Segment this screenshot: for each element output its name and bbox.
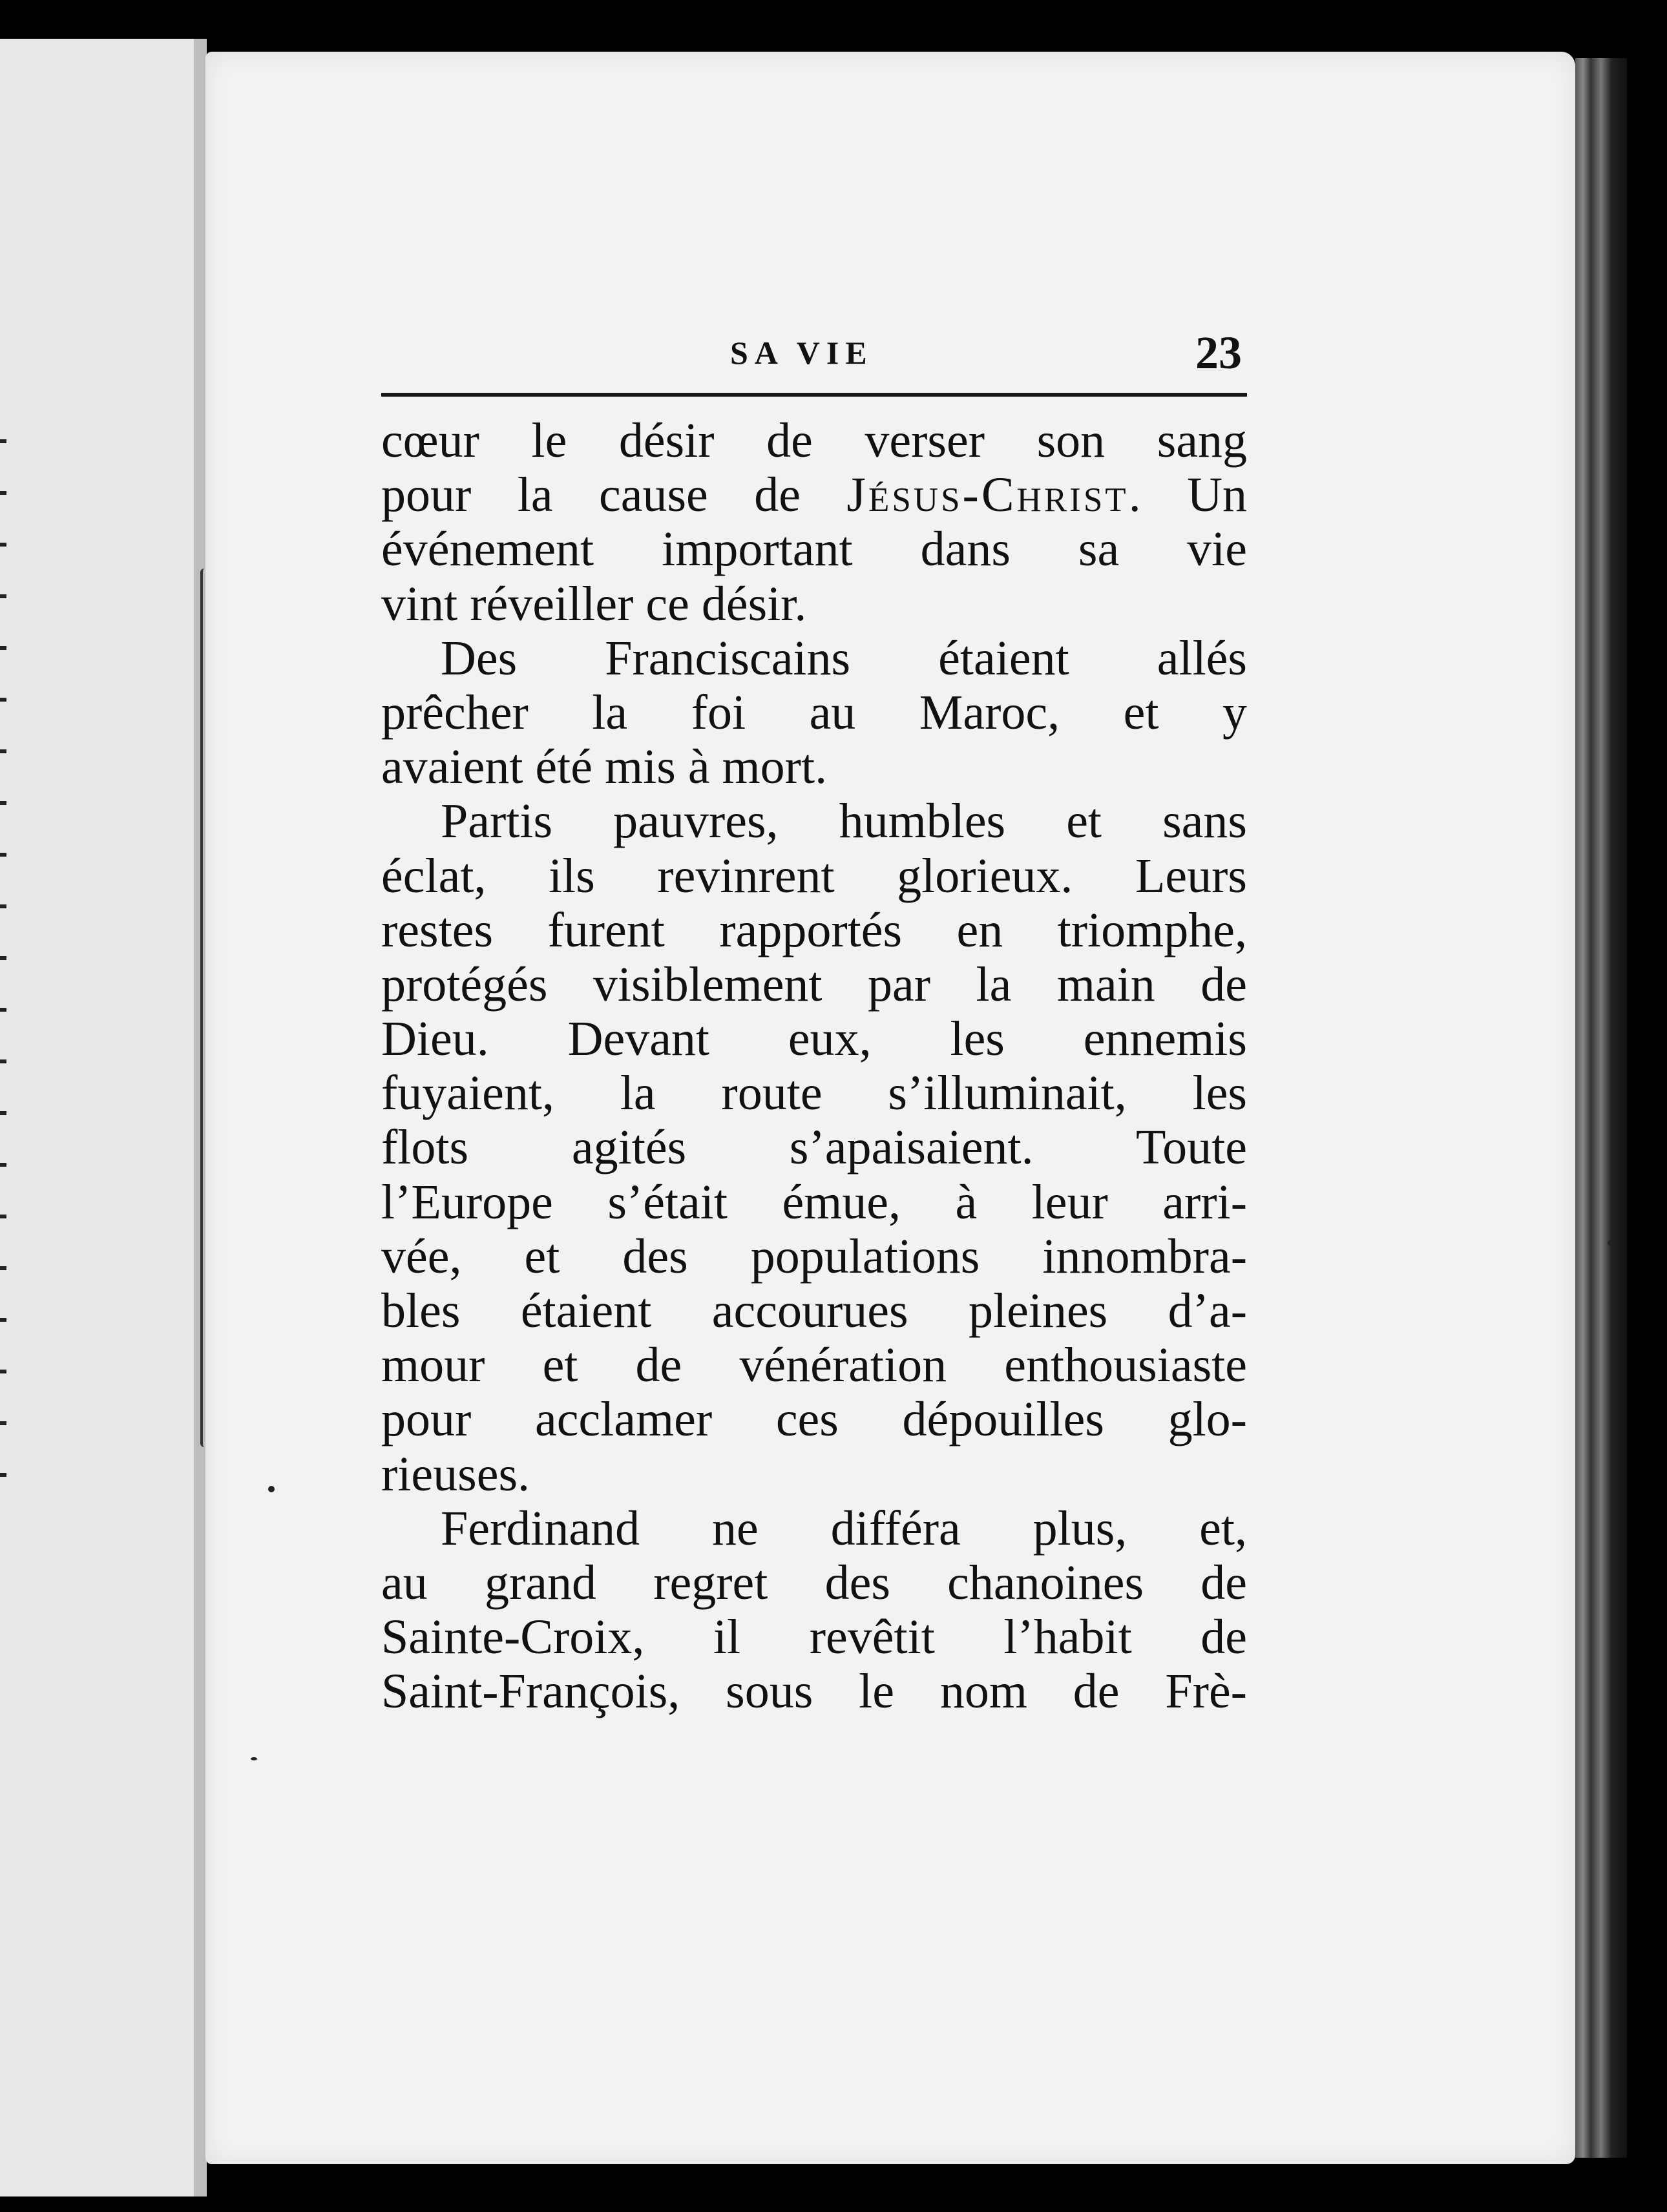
text-line: protégés visiblement par la main de	[381, 957, 1247, 1012]
text-line: éclat, ils revinrent glorieux. Leurs	[381, 848, 1247, 903]
page-stack-edge	[1575, 58, 1627, 2158]
ink-speck	[268, 1486, 275, 1492]
ink-speck	[251, 1757, 257, 1760]
text-line: cœur le désir de verser son sang	[381, 413, 1247, 468]
text-line: flots agités s’apaisaient. Toute	[381, 1120, 1247, 1175]
text-line: vée, et des populations innombra-	[381, 1229, 1247, 1284]
text-line: Dieu. Devant eux, les ennemis	[381, 1012, 1247, 1067]
text-line: prêcher la foi au Maroc, et y	[381, 685, 1247, 740]
text-span: . Un	[1128, 468, 1247, 523]
text-line: Sainte-Croix, il revêtit l’habit de	[381, 1610, 1247, 1665]
text-span: pour la cause de	[381, 468, 847, 523]
text-line: restes furent rapportés en triomphe,	[381, 903, 1247, 957]
paragraph-first-line: Des Franciscains étaient allés	[441, 631, 1247, 685]
text-line: pour acclamer ces dépouilles glo-	[381, 1392, 1247, 1447]
text-line: fuyaient, la route s’illuminait, les	[381, 1066, 1247, 1121]
text-line: mour et de vénération enthousiaste	[381, 1338, 1247, 1393]
page-number: 23	[1195, 327, 1242, 379]
text-line: l’Europe s’était émue, à leur arri-	[381, 1174, 1247, 1229]
small-caps-name: Jésus-Christ	[846, 468, 1129, 523]
running-header	[381, 326, 1247, 384]
text-line: bles étaient accourues pleines d’a-	[381, 1284, 1247, 1338]
header-rule	[381, 393, 1247, 397]
text-line: au grand regret des chanoines de	[381, 1555, 1247, 1610]
facing-page-edge	[0, 39, 198, 2196]
running-title: SA VIE	[730, 335, 874, 371]
text-line: vint réveiller ce désir.	[381, 576, 807, 631]
text-line: événement important dans sa vie	[381, 522, 1247, 577]
body-text	[381, 413, 1247, 1719]
text-line: rieuses.	[381, 1446, 530, 1501]
paragraph-first-line: Partis pauvres, humbles et sans	[441, 794, 1247, 849]
ink-speck	[1608, 1240, 1613, 1246]
text-line: avaient été mis à mort.	[381, 740, 828, 795]
text-line	[381, 468, 1247, 522]
text-line: Saint-François, sous le nom de Frè-	[381, 1664, 1247, 1719]
paragraph-first-line: Ferdinand ne différa plus, et,	[441, 1501, 1247, 1556]
